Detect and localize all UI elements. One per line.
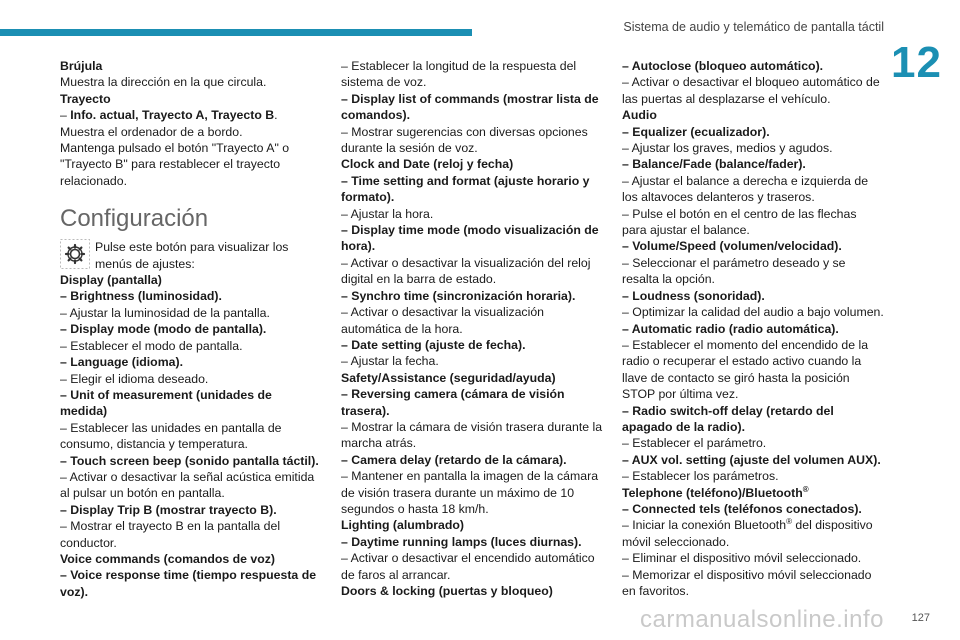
list-item: – Seleccionar el parámetro deseado y se resalta la opción. [622, 255, 846, 287]
list-item: Voice commands (comandos de voz) [60, 551, 276, 566]
list-item: Doors & locking (puertas y bloqueo) [341, 584, 553, 598]
settings-gear-icon [60, 239, 90, 269]
list-item: – Voice response time (tiempo respuesta de voz). [60, 568, 317, 599]
list-item: Display (pantalla) [60, 273, 162, 288]
list-item: – Eliminar el dispositivo móvil seleccionado. [622, 551, 862, 566]
list-item: – Autoclose (bloqueo automático). [622, 59, 824, 73]
trayecto-text-2: Mantenga pulsado el botón "Trayecto A" o "Trayecto B" para restablecer el trayecto relacionado. [60, 141, 290, 188]
list-item: – Pulse el botón en el centro de las flechas para ajustar el balance. [622, 206, 857, 238]
list-item: – Radio switch-off delay (retardo del apagado de la radio). [622, 403, 834, 434]
trayecto-text-1: Muestra el ordenador de a bordo. [60, 124, 243, 139]
chapter-number: 12 [891, 38, 942, 87]
list-item: – AUX vol. setting (ajuste del volumen AUX). [622, 452, 881, 467]
list-item: – Equalizer (ecualizador). [622, 124, 770, 139]
list-item: – Date setting (ajuste de fecha). [341, 337, 526, 352]
list-item: – Mantener en pantalla la imagen de la cámara de visión trasera durante un máximo de 10 segundos o hasta 18 km/h. [341, 469, 599, 516]
list-item: – Synchro time (sincronización horaria). [341, 288, 576, 303]
trayecto-item: – Info. actual, Trayecto A, Trayecto B. [60, 108, 278, 123]
column-2 [341, 58, 603, 599]
list-item: – Mostrar el trayecto B en la pantalla del conductor. [60, 519, 281, 550]
list-item: – Connected tels (teléfonos conectados). [622, 501, 862, 516]
list-item: – Activar o desactivar la visualización del reloj digital en la barra de estado. [341, 255, 591, 287]
list-item: – Optimizar la calidad del audio a bajo volumen. [622, 305, 884, 320]
list-item: Audio [622, 108, 657, 123]
list-item: – Establecer el momento del encendido de la radio o recuperar el estado activo cuando la llave de contacto se giró hasta la posición STOP por última vez. [622, 337, 869, 402]
list-item: – Language (idioma). [60, 355, 183, 370]
brujula-heading: Brújula [60, 59, 103, 73]
list-item: – Activar o desactivar el encendido automático de faros al arrancar. [341, 551, 595, 582]
settings-intro [60, 239, 322, 272]
col1-settings-list [60, 272, 322, 600]
list-item: – Display Trip B (mostrar trayecto B). [60, 502, 277, 517]
list-item: – Activar o desactivar el bloqueo automático de las puertas al desplazarse el vehículo. [622, 75, 880, 106]
list-item: – Time setting and format (ajuste horario y formato). [341, 173, 590, 205]
list-item: – Establecer las unidades en pantalla de consumo, distancia y temperatura. [60, 420, 282, 452]
section-title-configuracion: Configuración [60, 205, 209, 233]
list-item: – Mostrar sugerencias con diversas opciones durante la sesión de voz. [341, 124, 588, 156]
list-item: – Ajustar la fecha. [341, 354, 439, 369]
list-item: – Display list of commands (mostrar lista de comandos). [341, 91, 599, 123]
list-item: – Brightness (luminosidad). [60, 289, 222, 304]
list-item: Clock and Date (reloj y fecha) [341, 157, 514, 172]
list-item: – Establecer el modo de pantalla. [60, 338, 243, 353]
list-item: – Automatic radio (radio automática). [622, 321, 839, 336]
list-item: – Camera delay (retardo de la cámara). [341, 452, 567, 467]
list-item: – Establecer el parámetro. [622, 436, 767, 451]
list-item: – Daytime running lamps (luces diurnas). [341, 534, 582, 549]
list-item: – Reversing camera (cámara de visión trasera). [341, 387, 565, 418]
watermark: carmanualsonline.info [640, 606, 884, 633]
list-item: – Establecer la longitud de la respuesta del sistema de voz. [341, 59, 577, 90]
telephone-heading: Telephone (teléfono)/Bluetooth® [622, 484, 809, 500]
column-1 [60, 58, 322, 600]
column-3 [622, 58, 884, 599]
list-item: – Volume/Speed (volumen/velocidad). [622, 239, 842, 254]
list-item: – Ajustar la hora. [341, 206, 434, 221]
list-item: – Balance/Fade (balance/fader). [622, 157, 806, 172]
list-item: – Touch screen beep (sonido pantalla táctil). [60, 453, 319, 468]
list-item: – Ajustar la luminosidad de la pantalla. [60, 305, 270, 320]
list-item: – Iniciar la conexión Bluetooth® del dispositivo móvil seleccionado. [622, 517, 873, 549]
settings-intro-text: Pulse este botón para visualizar los menús de ajustes: [95, 240, 289, 271]
header-accent-bar [0, 29, 472, 36]
list-item: – Activar o desactivar la visualización automática de la hora. [341, 305, 544, 336]
list-item: – Establecer los parámetros. [622, 469, 779, 484]
list-item: – Ajustar el balance a derecha e izquierda de los altavoces delanteros y traseros. [622, 173, 869, 205]
list-item: Safety/Assistance (seguridad/ayuda) [341, 370, 556, 385]
list-item: – Display time mode (modo visualización de hora). [341, 223, 599, 254]
page-number: 127 [911, 612, 930, 624]
page-header-title: Sistema de audio y telemático de pantalla táctil [623, 20, 884, 34]
list-item: – Mostrar la cámara de visión trasera durante la marcha atrás. [341, 419, 603, 451]
list-item: – Activar o desactivar la señal acústica emitida al pulsar un botón en pantalla. [60, 469, 315, 501]
list-item: – Unit of measurement (unidades de medida) [60, 387, 272, 419]
list-item: – Elegir el idioma deseado. [60, 371, 209, 386]
list-item: – Display mode (modo de pantalla). [60, 322, 267, 337]
list-item: – Loudness (sonoridad). [622, 288, 765, 303]
brujula-text: Muestra la dirección en la que circula. [60, 75, 267, 90]
list-item: – Ajustar los graves, medios y agudos. [622, 141, 833, 156]
list-item: Lighting (alumbrado) [341, 518, 464, 533]
trayecto-heading: Trayecto [60, 91, 111, 106]
list-item: – Memorizar el dispositivo móvil seleccionado en favoritos. [622, 567, 872, 598]
